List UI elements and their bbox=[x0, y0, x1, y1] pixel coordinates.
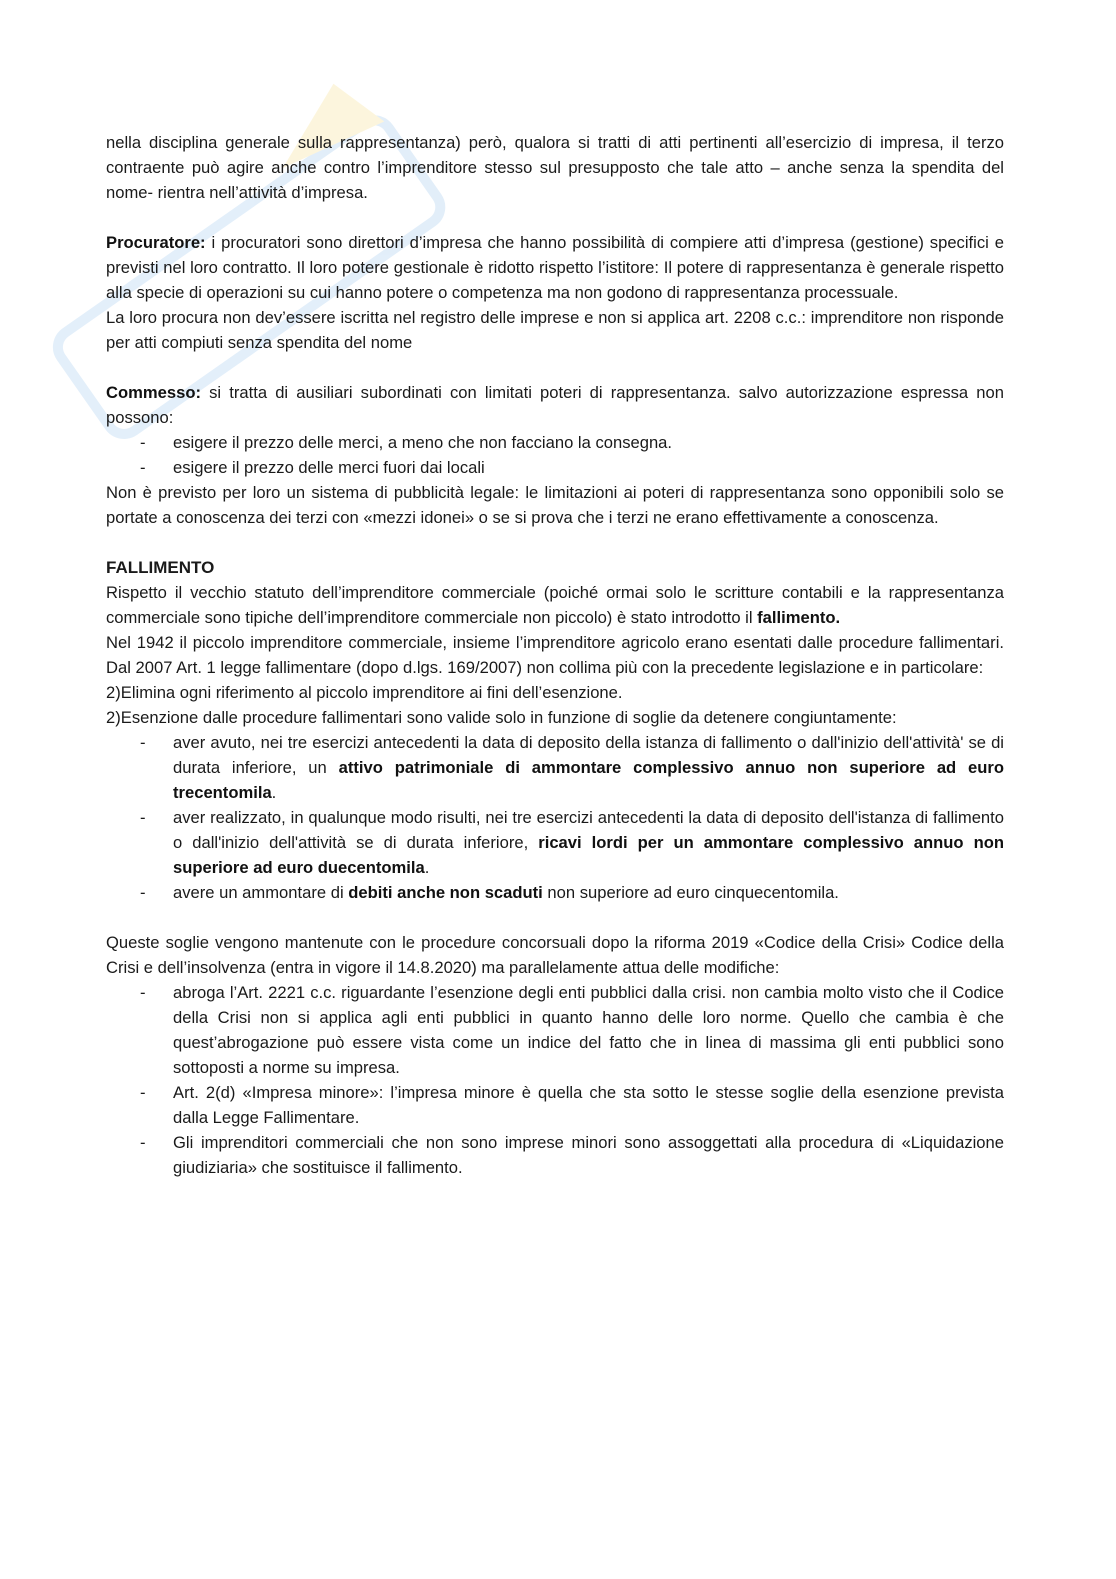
list-item-text: . bbox=[424, 858, 430, 877]
modifiche-list bbox=[106, 980, 1004, 1180]
soglie-list bbox=[106, 730, 1004, 905]
procuratore-label: Procuratore: bbox=[106, 233, 206, 252]
list-item-text: non superiore ad euro cinquecentomila. bbox=[542, 883, 839, 902]
fallimento-paragraph-5: Queste soglie vengono mantenute con le procedure concorsuali dopo la riforma 2019 «Codice della Crisi» Codice della Crisi e dell’insolvenza (entra in vigore il 14.8.2020) ma parallelamente attua delle modifiche: bbox=[106, 933, 1004, 977]
list-item-bold: attivo patrimoniale di ammontare complessivo annuo non superiore ad euro trecentomila bbox=[173, 758, 1004, 802]
fallimento-paragraph-3: 2)Elimina ogni riferimento al piccolo imprenditore ai fini dell’esenzione. bbox=[106, 683, 623, 702]
fallimento-paragraph-4: 2)Esenzione dalle procedure fallimentari sono valide solo in funzione di soglie da detenere congiuntamente: bbox=[106, 708, 897, 727]
list-item: - abroga l’Art. 2221 c.c. riguardante l’esenzione degli enti pubblici dalla crisi. non cambia molto visto che il Codice della Crisi non si applica agli enti pubblici in quanto hanno delle loro norme. Quello che cambia è che quest’abrogazione può essere vista come un indice del fatto che in linea di massima gli enti pubblici sono sottoposti a norme su impresa. bbox=[173, 980, 1004, 1080]
list-item bbox=[173, 730, 1004, 805]
list-item: - esigere il prezzo delle merci, a meno che non facciano la consegna. bbox=[173, 430, 1004, 455]
commesso-paragraph-2: Non è previsto per loro un sistema di pubblicità legale: le limitazioni ai poteri di rappresentanza sono opponibili solo se portate a conoscenza dei terzi con «mezzi idonei» o se si prova che i terzi ne erano effettivamente a conoscenza. bbox=[106, 483, 1004, 527]
list-item bbox=[173, 805, 1004, 880]
list-item-text: aver realizzato, in qualunque modo risulti, nei tre esercizi antecedenti la data di deposito dell'istanza di fallimento o dall'inizio dell'attività se di durata inferiore, bbox=[173, 808, 1004, 852]
list-item-bold: ricavi lordi per un ammontare complessivo annuo non superiore ad euro duecentomila bbox=[173, 833, 1005, 877]
fallimento-text: Rispetto il vecchio statuto dell’imprenditore commerciale (poiché ormai solo le scritture contabili e la rappresentanza commerciale sono tipiche dell’imprenditore commerciale non piccolo) è stato introdotto il bbox=[106, 583, 1004, 627]
procuratore-paragraph-2: La loro procura non dev’essere iscritta nel registro delle imprese e non si applica art. 2208 c.c.: imprenditore non risponde per atti compiuti senza spendita del nome bbox=[106, 308, 1004, 352]
commesso-paragraph bbox=[106, 380, 1004, 430]
intro-paragraph: nella disciplina generale sulla rappresentanza) però, qualora si tratti di atti pertinenti all’esercizio di impresa, il terzo contraente può agire anche contro l’imprenditore stesso sul presupposto che tale atto – anche senza la spendita del nome- rientra nell’attività d’impresa. bbox=[106, 133, 1004, 202]
list-item-text: avere un ammontare di bbox=[173, 883, 349, 902]
fallimento-paragraph-2: Nel 1942 il piccolo imprenditore commerciale, insieme l’imprenditore agricolo erano esentati dalle procedure fallimentari. Dal 2007 Art. 1 legge fallimentare (dopo d.lgs. 169/2007) non collima più con la precedente legislazione e in particolare: bbox=[106, 633, 1004, 677]
commesso-text: si tratta di ausiliari subordinati con limitati poteri di rappresentanza. salvo autorizzazione espressa non possono: bbox=[106, 383, 1004, 427]
fallimento-bold: fallimento. bbox=[757, 608, 841, 627]
list-item bbox=[173, 880, 1004, 905]
section-heading: FALLIMENTO bbox=[106, 558, 215, 577]
list-item: - Gli imprenditori commerciali che non sono imprese minori sono assoggettati alla procedura di «Liquidazione giudiziaria» che sostituisce il fallimento. bbox=[173, 1130, 1004, 1180]
list-item: - Art. 2(d) «Impresa minore»: l’impresa minore è quella che sta sotto le stesse soglie della esenzione prevista dalla Legge Fallimentare. bbox=[173, 1080, 1004, 1130]
procuratore-paragraph bbox=[106, 230, 1004, 305]
list-item-bold: debiti anche non scaduti bbox=[348, 883, 543, 902]
document-page bbox=[106, 130, 1004, 1180]
procuratore-text: i procuratori sono direttori d’impresa che hanno possibilità di compiere atti d’impresa (gestione) specifici e previsti nel loro contratto. Il loro potere gestionale è ridotto rispetto l’istitore: Il potere di rappresentanza è generale rispetto alla specie di operazioni su cui hanno potere o competenza ma non godono di rappresentanza processuale. bbox=[106, 233, 1004, 302]
list-item: - esigere il prezzo delle merci fuori dai locali bbox=[173, 455, 1004, 480]
fallimento-paragraph-1 bbox=[106, 580, 1004, 630]
list-item-text: . bbox=[271, 783, 277, 802]
list-item-text: aver avuto, nei tre esercizi antecedenti la data di deposito della istanza di fallimento o dall'inizio dell'attività' se di durata inferiore, un bbox=[173, 733, 1004, 777]
commesso-label: Commesso: bbox=[106, 383, 201, 402]
commesso-list bbox=[106, 430, 1004, 480]
